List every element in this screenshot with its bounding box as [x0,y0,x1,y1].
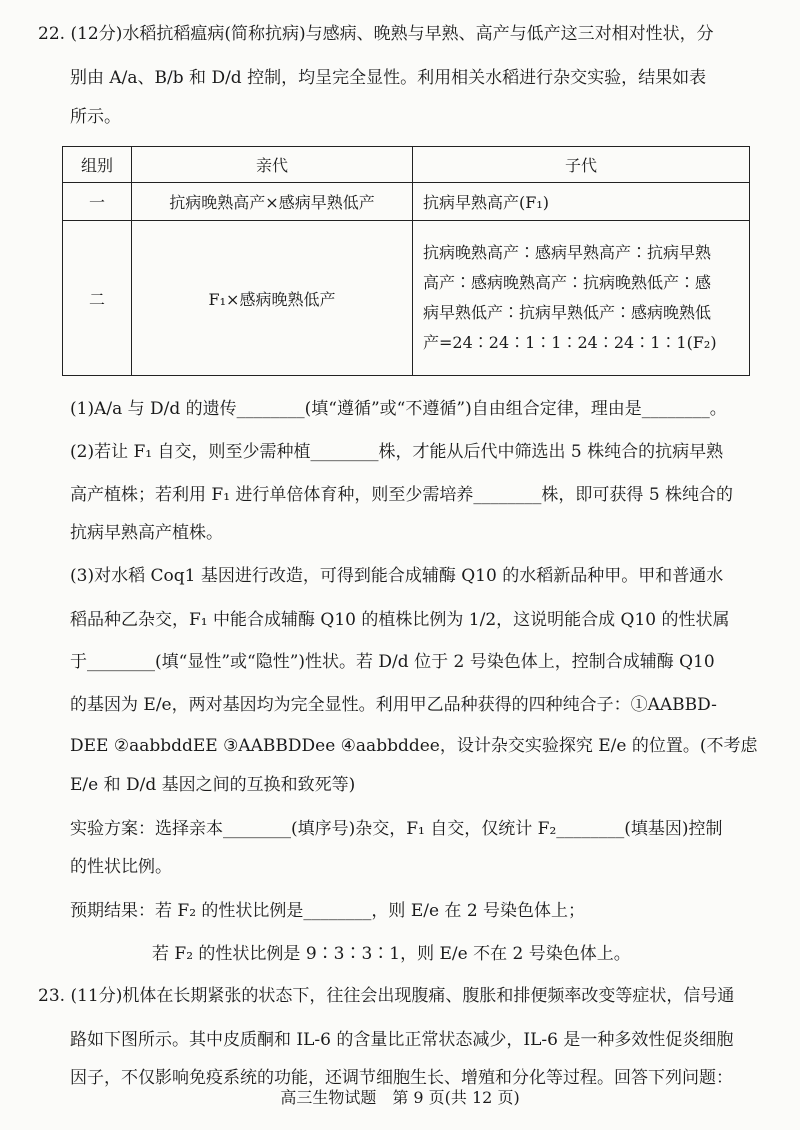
header-parent: 亲代 [132,147,413,183]
q22-part2-line-3: 抗病早熟高产植株。 [70,523,223,543]
row2-offspring-line: 抗病晚熟高产∶感病早熟高产∶抗病早熟 [423,243,712,262]
q22-experiment-plan-cont: 的性状比例。 [70,857,172,877]
q22-part3-line-5: DEE ②aabbddEE ③AABBDDee ④aabbddee，设计杂交实验探究 E/e 的位置。(不考虑 [70,736,758,756]
q22-part2-line-1: (2)若让 F₁ 自交，则至少需种植________株，才能从后代中筛选出 5 株纯合的抗病早熟 [70,442,724,462]
q22-expected-result-2: 若 F₂ 的性状比例是 9∶3∶3∶1，则 E/e 不在 2 号染色体上。 [152,944,631,964]
row2-parent: F₁×感病晚熟低产 [132,221,413,376]
header-offspring: 子代 [413,147,750,183]
q22-experiment-plan: 实验方案：选择亲本________(填序号)杂交，F₁ 自交，仅统计 F₂________(填基因)控制 [70,819,723,839]
q22-intro-line-3: 所示。 [70,107,121,127]
q22-part2-line-2: 高产植株；若利用 F₁ 进行单倍体育种，则至少需培养________株，即可获得 5 株纯合的 [70,485,734,505]
q22-part3-line-6: E/e 和 D/d 基因之间的互换和致死等) [70,775,356,795]
row2-offspring [413,221,750,376]
q23-intro-line-2: 路如下图所示。其中皮质酮和 IL-6 的含量比正常状态减少，IL-6 是一种多效性促炎细胞 [70,1030,734,1050]
q22-part3-line-3: 于________(填“显性”或“隐性”)性状。若 D/d 位于 2 号染色体上，控制合成辅酶 Q10 [70,652,715,672]
header-group: 组别 [63,147,132,183]
table-header-row [63,147,750,183]
q22-part3-line-2: 稻品种乙杂交，F₁ 中能合成辅酶 Q10 的植株比例为 1/2，这说明能合成 Q10 的性状属 [70,610,730,630]
table-row [63,183,750,221]
row1-offspring: 抗病早熟高产(F₁) [413,183,750,221]
cross-results-table [62,146,750,376]
row2-offspring-line: 高产∶感病晚熟高产∶抗病晚熟低产∶感 [423,273,712,292]
row1-parent: 抗病晚熟高产×感病早熟低产 [132,183,413,221]
q22-part3-line-1: (3)对水稻 Coq1 基因进行改造，可得到能合成辅酶 Q10 的水稻新品种甲。甲和普通水 [70,566,724,586]
row2-group: 二 [63,221,132,376]
q23-intro-line-1: 23. (11分)机体在长期紧张的状态下，往往会出现腹痛、腹胀和排便频率改变等症状，信号通 [38,986,735,1006]
row1-group: 一 [63,183,132,221]
q23-intro-line-3: 因子，不仅影响免疫系统的功能，还调节细胞生长、增殖和分化等过程。回答下列问题： [70,1068,733,1088]
q22-intro-line-1: 22. (12分)水稻抗稻瘟病(简称抗病)与感病、晚熟与早熟、高产与低产这三对相对性状，分 [38,24,714,44]
row2-offspring-line: 病早熟低产∶抗病早熟低产∶感病晚熟低 [423,303,712,322]
row2-offspring-line: 产=24∶24∶1∶1∶24∶24∶1∶1(F₂) [423,333,717,352]
table-row [63,221,750,376]
q22-intro-line-2: 别由 A/a、B/b 和 D/d 控制，均呈完全显性。利用相关水稻进行杂交实验，结果如表 [70,68,707,88]
page-footer: 高三生物试题 第 9 页(共 12 页) [280,1088,520,1107]
q22-part1: (1)A/a 与 D/d 的遗传________(填“遵循”或“不遵循”)自由组合定律，理由是________。 [70,399,727,419]
q22-expected-result-1: 预期结果：若 F₂ 的性状比例是________，则 E/e 在 2 号染色体上； [70,901,586,921]
q22-part3-line-4: 的基因为 E/e，两对基因均为完全显性。利用甲乙品种获得的四种纯合子：①AABBD- [70,695,717,715]
